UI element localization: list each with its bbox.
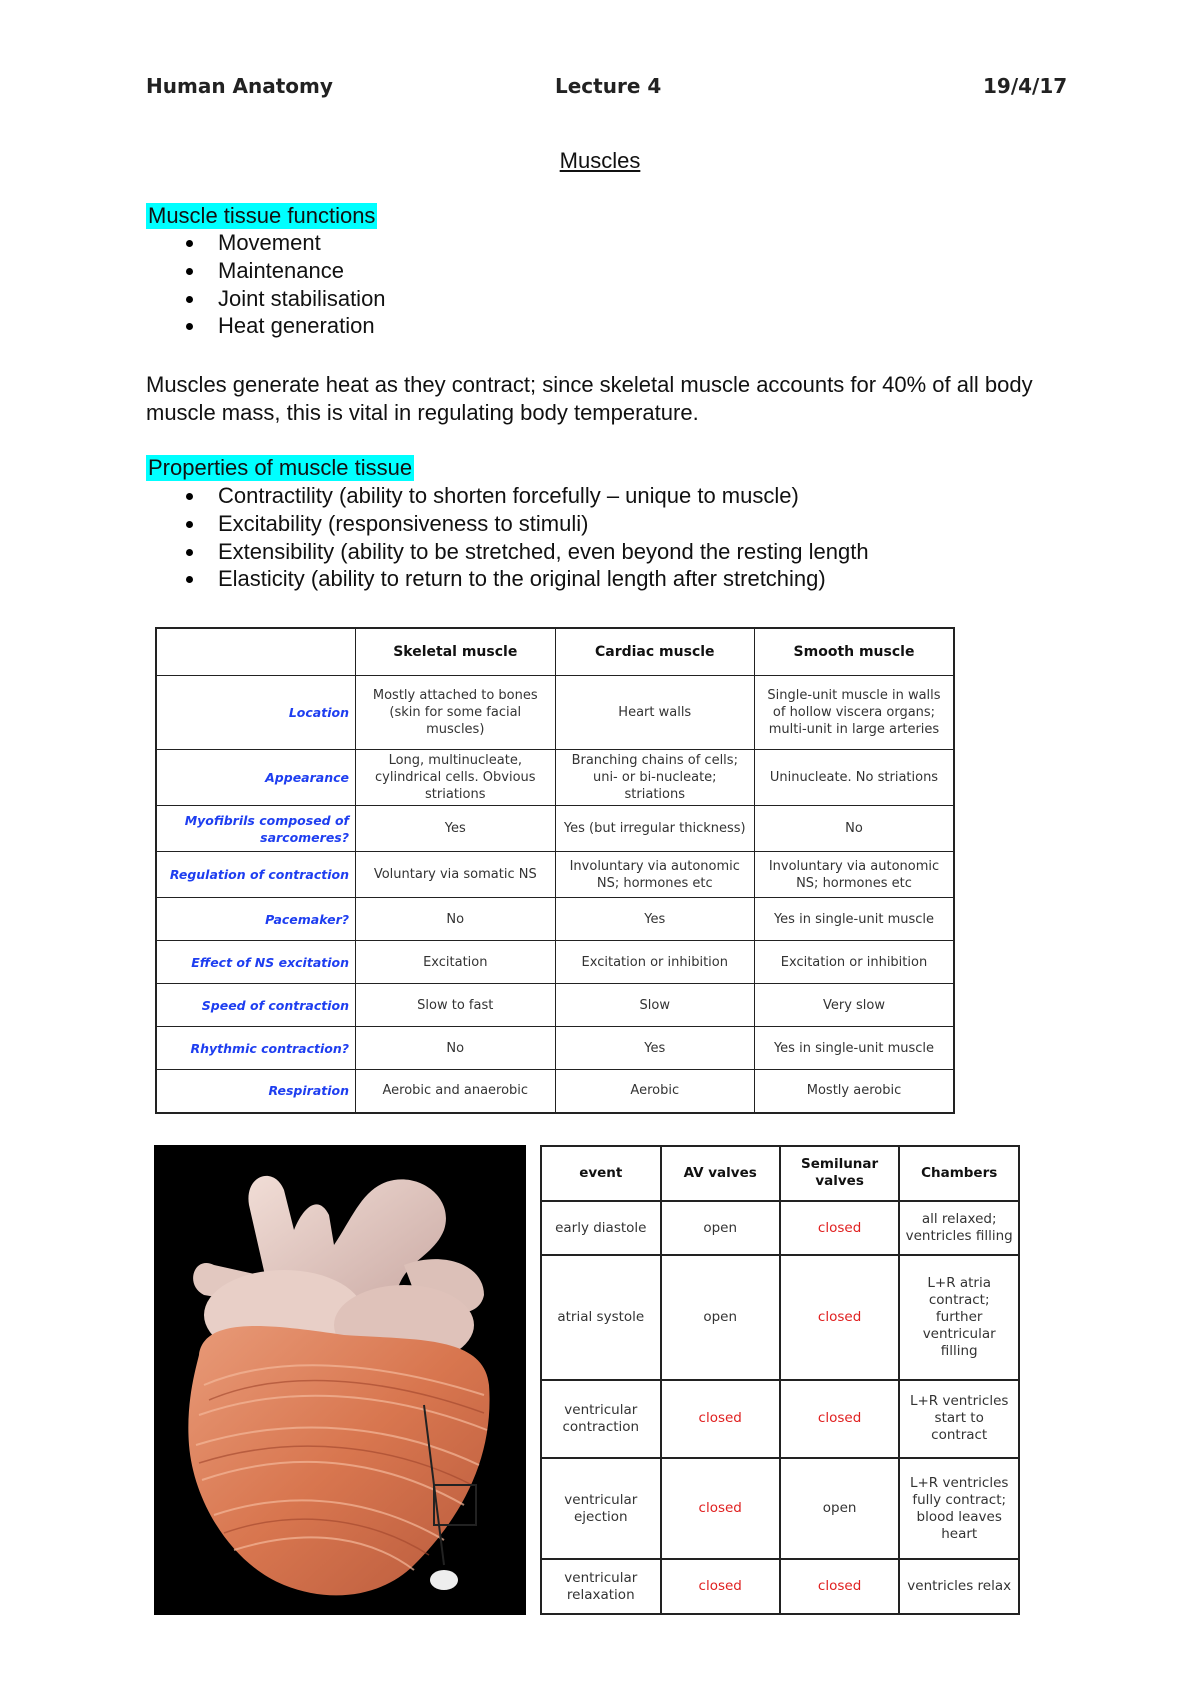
table-header-cell: AV valves (661, 1146, 780, 1201)
properties-heading: Properties of muscle tissue (148, 455, 413, 480)
table-cell: No (356, 898, 556, 941)
table-row (156, 750, 954, 806)
table-header-cell: Skeletal muscle (356, 628, 556, 676)
table-header-cell: Smooth muscle (754, 628, 954, 676)
page-title-text: Muscles (559, 148, 641, 173)
table-cell: L+R ventricles fully contract; blood leaves heart (899, 1458, 1019, 1559)
table-cell: closed (780, 1201, 900, 1256)
table-header-cell: Cardiac muscle (555, 628, 754, 676)
muscle-comparison-table (155, 627, 955, 1114)
heart-image (154, 1145, 526, 1615)
table-row (541, 1380, 1019, 1458)
table-header-cell: Semilunar valves (780, 1146, 900, 1201)
table-row (156, 806, 954, 852)
table-row (156, 898, 954, 941)
table-cell: closed (661, 1458, 780, 1559)
table-cell: Excitation or inhibition (555, 941, 754, 984)
table-row (541, 1201, 1019, 1256)
row-label: Rhythmic contraction? (156, 1027, 356, 1070)
cardiac-cycle-table (540, 1145, 1020, 1615)
table-row (156, 1027, 954, 1070)
table-cell: Heart walls (555, 676, 754, 750)
list-item: Joint stabilisation (146, 285, 386, 313)
table-header-row (156, 628, 954, 676)
table-cell: Excitation or inhibition (754, 941, 954, 984)
page-title (0, 148, 1200, 174)
table-cell: ventricles relax (899, 1559, 1019, 1614)
row-label: Speed of contraction (156, 984, 356, 1027)
table-cell: Mostly aerobic (754, 1070, 954, 1113)
list-item: Elasticity (ability to return to the original length after stretching) (146, 565, 869, 593)
row-label: Regulation of contraction (156, 852, 356, 898)
row-label: Effect of NS excitation (156, 941, 356, 984)
table-cell: Yes in single-unit muscle (754, 898, 954, 941)
list-item: Extensibility (ability to be stretched, even beyond the resting length (146, 538, 869, 566)
functions-list (146, 229, 386, 340)
table-cell: Uninucleate. No striations (754, 750, 954, 806)
table-header-cell: Chambers (899, 1146, 1019, 1201)
table-cell: Single-unit muscle in walls of hollow viscera organs; multi-unit in large arteries (754, 676, 954, 750)
list-item: Maintenance (146, 257, 386, 285)
table-cell: No (754, 806, 954, 852)
row-label: Myofibrils composed of sarcomeres? (156, 806, 356, 852)
table-header-cell: event (541, 1146, 661, 1201)
table-cell: Excitation (356, 941, 556, 984)
header-lecture: Lecture 4 (555, 74, 662, 98)
list-item: Excitability (responsiveness to stimuli) (146, 510, 869, 538)
header-course: Human Anatomy (146, 74, 333, 98)
table-row (541, 1559, 1019, 1614)
table-row (156, 852, 954, 898)
table-row (156, 676, 954, 750)
row-label: Location (156, 676, 356, 750)
table-cell: Long, multinucleate, cylindrical cells. Obvious striations (356, 750, 556, 806)
table-cell: closed (780, 1559, 900, 1614)
table-cell: Yes (356, 806, 556, 852)
table-cell: Mostly attached to bones (skin for some facial muscles) (356, 676, 556, 750)
table-cell: closed (661, 1559, 780, 1614)
table-cell: closed (780, 1380, 900, 1458)
table-cell: L+R ventricles start to contract (899, 1380, 1019, 1458)
table-cell: all relaxed; ventricles filling (899, 1201, 1019, 1256)
table-cell: Yes (555, 898, 754, 941)
table-cell: ventricular relaxation (541, 1559, 661, 1614)
list-item: Heat generation (146, 312, 386, 340)
table-row (541, 1458, 1019, 1559)
table-cell: Yes (555, 1027, 754, 1070)
table-cell: Yes (but irregular thickness) (555, 806, 754, 852)
table-cell: closed (661, 1380, 780, 1458)
table-row (156, 941, 954, 984)
table-cell: Aerobic (555, 1070, 754, 1113)
heart-anatomy-illustration-icon (154, 1145, 526, 1615)
table-cell: Slow to fast (356, 984, 556, 1027)
table-cell: ventricular contraction (541, 1380, 661, 1458)
table-cell: Aerobic and anaerobic (356, 1070, 556, 1113)
table-cell: Involuntary via autonomic NS; hormones etc (555, 852, 754, 898)
table-row (541, 1255, 1019, 1380)
functions-heading: Muscle tissue functions (148, 203, 376, 228)
table-header-row (541, 1146, 1019, 1201)
header-date: 19/4/17 (983, 74, 1068, 98)
properties-list (146, 482, 869, 593)
table-cell: Branching chains of cells; uni- or bi-nucleate; striations (555, 750, 754, 806)
table-cell: ventricular ejection (541, 1458, 661, 1559)
table-cell: open (661, 1255, 780, 1380)
table-cell: closed (780, 1255, 900, 1380)
table-cell: Slow (555, 984, 754, 1027)
row-label: Pacemaker? (156, 898, 356, 941)
table-header-cell (156, 628, 356, 676)
table-cell: Voluntary via somatic NS (356, 852, 556, 898)
table-row (156, 984, 954, 1027)
list-item: Movement (146, 229, 386, 257)
table-cell: L+R atria contract; further ventricular filling (899, 1255, 1019, 1380)
list-item: Contractility (ability to shorten forcefully – unique to muscle) (146, 482, 869, 510)
table-cell: open (780, 1458, 900, 1559)
table-cell: Involuntary via autonomic NS; hormones etc (754, 852, 954, 898)
table-cell: open (661, 1201, 780, 1256)
table-cell: No (356, 1027, 556, 1070)
table-cell: Very slow (754, 984, 954, 1027)
table-cell: atrial systole (541, 1255, 661, 1380)
table-cell: early diastole (541, 1201, 661, 1256)
row-label: Appearance (156, 750, 356, 806)
table-cell: Yes in single-unit muscle (754, 1027, 954, 1070)
heat-paragraph: Muscles generate heat as they contract; since skeletal muscle accounts for 40% of all body muscle mass, this is vital in regulating body temperature. (146, 372, 1033, 425)
table-row (156, 1070, 954, 1113)
row-label: Respiration (156, 1070, 356, 1113)
